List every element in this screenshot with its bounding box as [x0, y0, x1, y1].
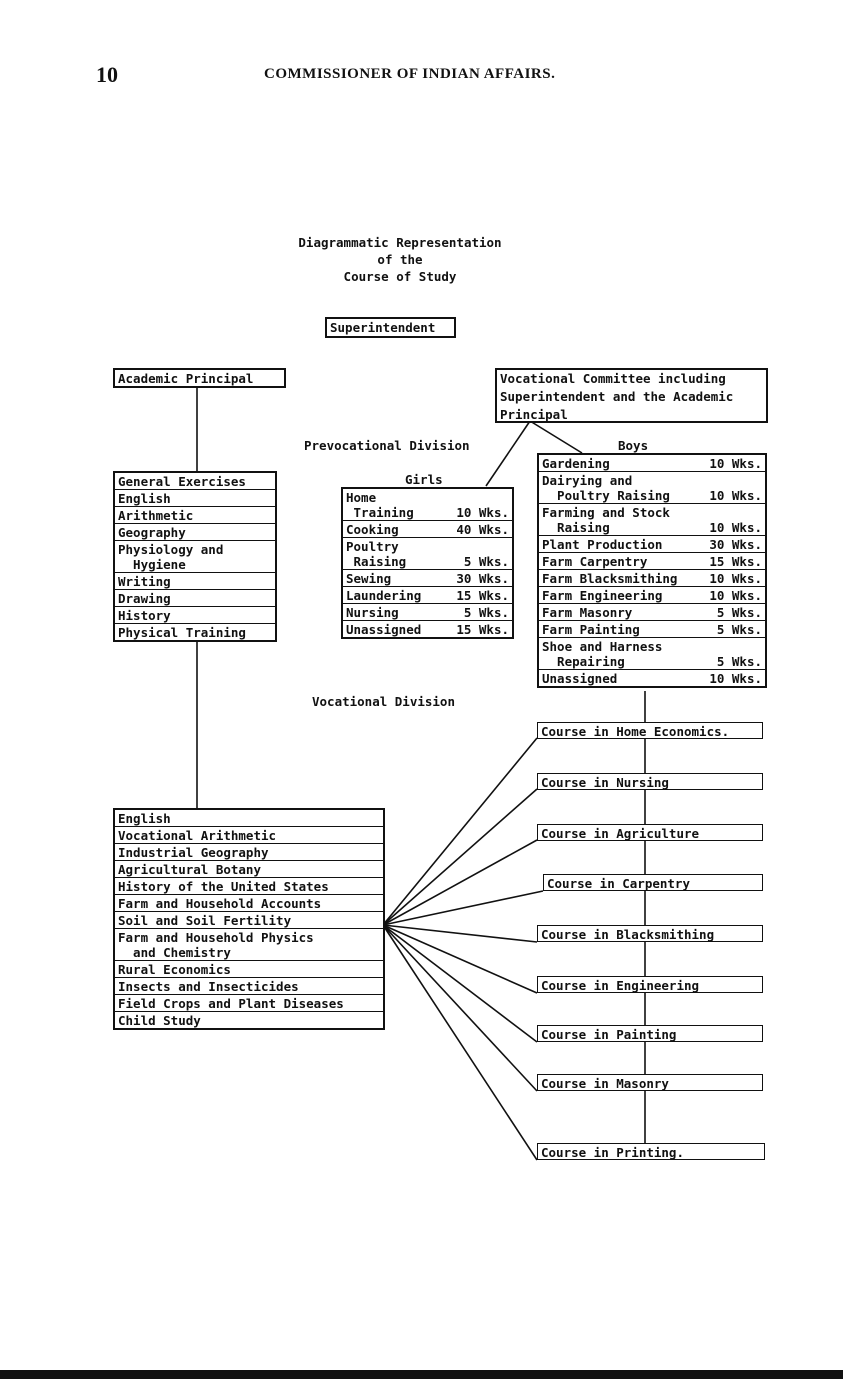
table-row — [343, 520, 512, 537]
subject-name: Writing — [118, 574, 171, 589]
course-name: Dairying and Poultry Raising — [542, 473, 670, 503]
table-row — [115, 843, 383, 860]
table-row — [539, 455, 765, 471]
vocational-division-label: Vocational Division — [312, 694, 455, 709]
subject-name: English — [118, 491, 171, 506]
course-duration: 15 Wks. — [456, 588, 509, 603]
superintendent-box — [325, 317, 456, 338]
table-row — [343, 586, 512, 603]
course-name: Farm Blacksmithing — [542, 571, 678, 586]
course-agriculture: Course in Agriculture — [537, 824, 763, 841]
subject-name: Physical Training — [118, 625, 246, 640]
course-name: Farm Carpentry — [542, 554, 648, 569]
course-name: Farm Engineering — [542, 588, 663, 603]
table-row — [343, 537, 512, 569]
table-row — [539, 620, 765, 637]
table-row — [115, 810, 383, 826]
course-duration: 10 Wks. — [709, 520, 762, 535]
title-line: Diagrammatic Representation — [298, 235, 502, 250]
subject-name: Geography — [118, 525, 186, 540]
table-row — [115, 572, 275, 589]
course-name: Poultry Raising — [346, 539, 407, 569]
subject-name: History of the United States — [118, 879, 329, 894]
table-row — [115, 877, 383, 894]
course-duration: 5 Wks. — [716, 605, 762, 620]
course-duration: 10 Wks. — [709, 588, 762, 603]
girls-label: Girls — [405, 472, 443, 487]
course-name: Farm Painting — [542, 622, 640, 637]
table-row — [115, 960, 383, 977]
course-nursing: Course in Nursing — [537, 773, 763, 790]
subject-name: Vocational Arithmetic — [118, 828, 277, 843]
table-row — [115, 473, 275, 489]
course-duration: 5 Wks. — [716, 654, 762, 669]
page-bottom-edge — [0, 1370, 843, 1379]
course-painting: Course in Painting — [537, 1025, 763, 1042]
subject-name: Child Study — [118, 1013, 201, 1028]
table-row — [115, 826, 383, 843]
subject-name: History — [118, 608, 171, 623]
academic-principal-box — [113, 368, 286, 388]
subject-name: Soil and Soil Fertility — [118, 913, 292, 928]
prevocational-division-label: Prevocational Division — [304, 438, 470, 453]
table-row — [539, 569, 765, 586]
course-duration: 30 Wks. — [456, 571, 509, 586]
committee-line: Principal — [500, 407, 568, 422]
running-head: COMMISSIONER OF INDIAN AFFAIRS. — [264, 66, 556, 82]
table-row — [115, 894, 383, 911]
table-row — [539, 669, 765, 686]
subject-name: Farm and Household Physics and Chemistry — [118, 930, 314, 960]
table-row — [343, 620, 512, 637]
table-row — [115, 523, 275, 540]
table-row — [115, 1011, 383, 1028]
course-name: Nursing — [346, 605, 399, 620]
course-home-economics: Course in Home Economics. — [537, 722, 763, 739]
boys-courses-table — [537, 453, 767, 688]
academic-subjects-table — [113, 471, 277, 642]
table-row — [115, 977, 383, 994]
course-duration: 5 Wks. — [463, 605, 509, 620]
subject-name: Arithmetic — [118, 508, 194, 523]
table-row — [539, 471, 765, 503]
course-name: Cooking — [346, 522, 399, 537]
course-duration: 15 Wks. — [456, 622, 509, 637]
vocational-subjects-table — [113, 808, 385, 1030]
course-duration: 10 Wks. — [709, 456, 762, 471]
course-name: Farm Masonry — [542, 605, 633, 620]
subject-name: Industrial Geography — [118, 845, 269, 860]
table-row — [539, 503, 765, 535]
table-row — [539, 637, 765, 669]
subject-name: Physiology and Hygiene — [118, 542, 224, 572]
course-masonry: Course in Masonry — [537, 1074, 763, 1091]
subject-name: Insects and Insecticides — [118, 979, 299, 994]
course-duration: 10 Wks. — [709, 671, 762, 686]
table-row — [539, 586, 765, 603]
subject-name: Agricultural Botany — [118, 862, 261, 877]
course-duration: 10 Wks. — [709, 488, 762, 503]
table-row — [539, 603, 765, 620]
course-name: Farming and Stock Raising — [542, 505, 670, 535]
course-name: Sewing — [346, 571, 392, 586]
table-row — [115, 928, 383, 960]
course-duration: 30 Wks. — [709, 537, 762, 552]
course-duration: 40 Wks. — [456, 522, 509, 537]
girls-courses-table — [341, 487, 514, 639]
subject-name: English — [118, 811, 171, 826]
course-name: Unassigned — [346, 622, 422, 637]
subject-name: Farm and Household Accounts — [118, 896, 322, 911]
table-row — [115, 860, 383, 877]
table-row — [115, 623, 275, 640]
course-engineering: Course in Engineering — [537, 976, 763, 993]
course-duration: 15 Wks. — [709, 554, 762, 569]
boys-label: Boys — [618, 438, 649, 453]
committee-line: Vocational Committee including — [500, 371, 726, 386]
title-line: of the — [377, 252, 423, 267]
table-row — [115, 540, 275, 572]
academic-principal-label: Academic Principal — [118, 371, 254, 386]
course-blacksmithing: Course in Blacksmithing — [537, 925, 763, 942]
course-duration: 10 Wks. — [709, 571, 762, 586]
table-row — [115, 994, 383, 1011]
vocational-committee-box — [495, 368, 768, 423]
subject-name: Drawing — [118, 591, 171, 606]
subject-name: Rural Economics — [118, 962, 231, 977]
course-name: Laundering — [346, 588, 422, 603]
course-name: Gardening — [542, 456, 610, 471]
table-row — [115, 506, 275, 523]
course-carpentry: Course in Carpentry — [543, 874, 763, 891]
table-row — [343, 569, 512, 586]
table-row — [343, 489, 512, 520]
subject-name: General Exercises — [118, 474, 246, 489]
table-row — [115, 589, 275, 606]
course-name: Unassigned — [542, 671, 618, 686]
title-line: Course of Study — [343, 269, 457, 284]
course-name: Home Training — [346, 490, 414, 520]
table-row — [539, 535, 765, 552]
table-row — [115, 911, 383, 928]
course-duration: 5 Wks. — [463, 554, 509, 569]
course-printing: Course in Printing. — [537, 1143, 765, 1160]
subject-name: Field Crops and Plant Diseases — [118, 996, 344, 1011]
table-row — [539, 552, 765, 569]
course-name: Plant Production — [542, 537, 663, 552]
table-row — [115, 606, 275, 623]
course-name: Shoe and Harness Repairing — [542, 639, 663, 669]
table-row — [343, 603, 512, 620]
table-row — [115, 489, 275, 506]
page-number: 10 — [96, 62, 118, 87]
course-duration: 10 Wks. — [456, 505, 509, 520]
course-duration: 5 Wks. — [716, 622, 762, 637]
superintendent-label: Superintendent — [330, 320, 436, 335]
committee-line: Superintendent and the Academic — [500, 389, 734, 404]
